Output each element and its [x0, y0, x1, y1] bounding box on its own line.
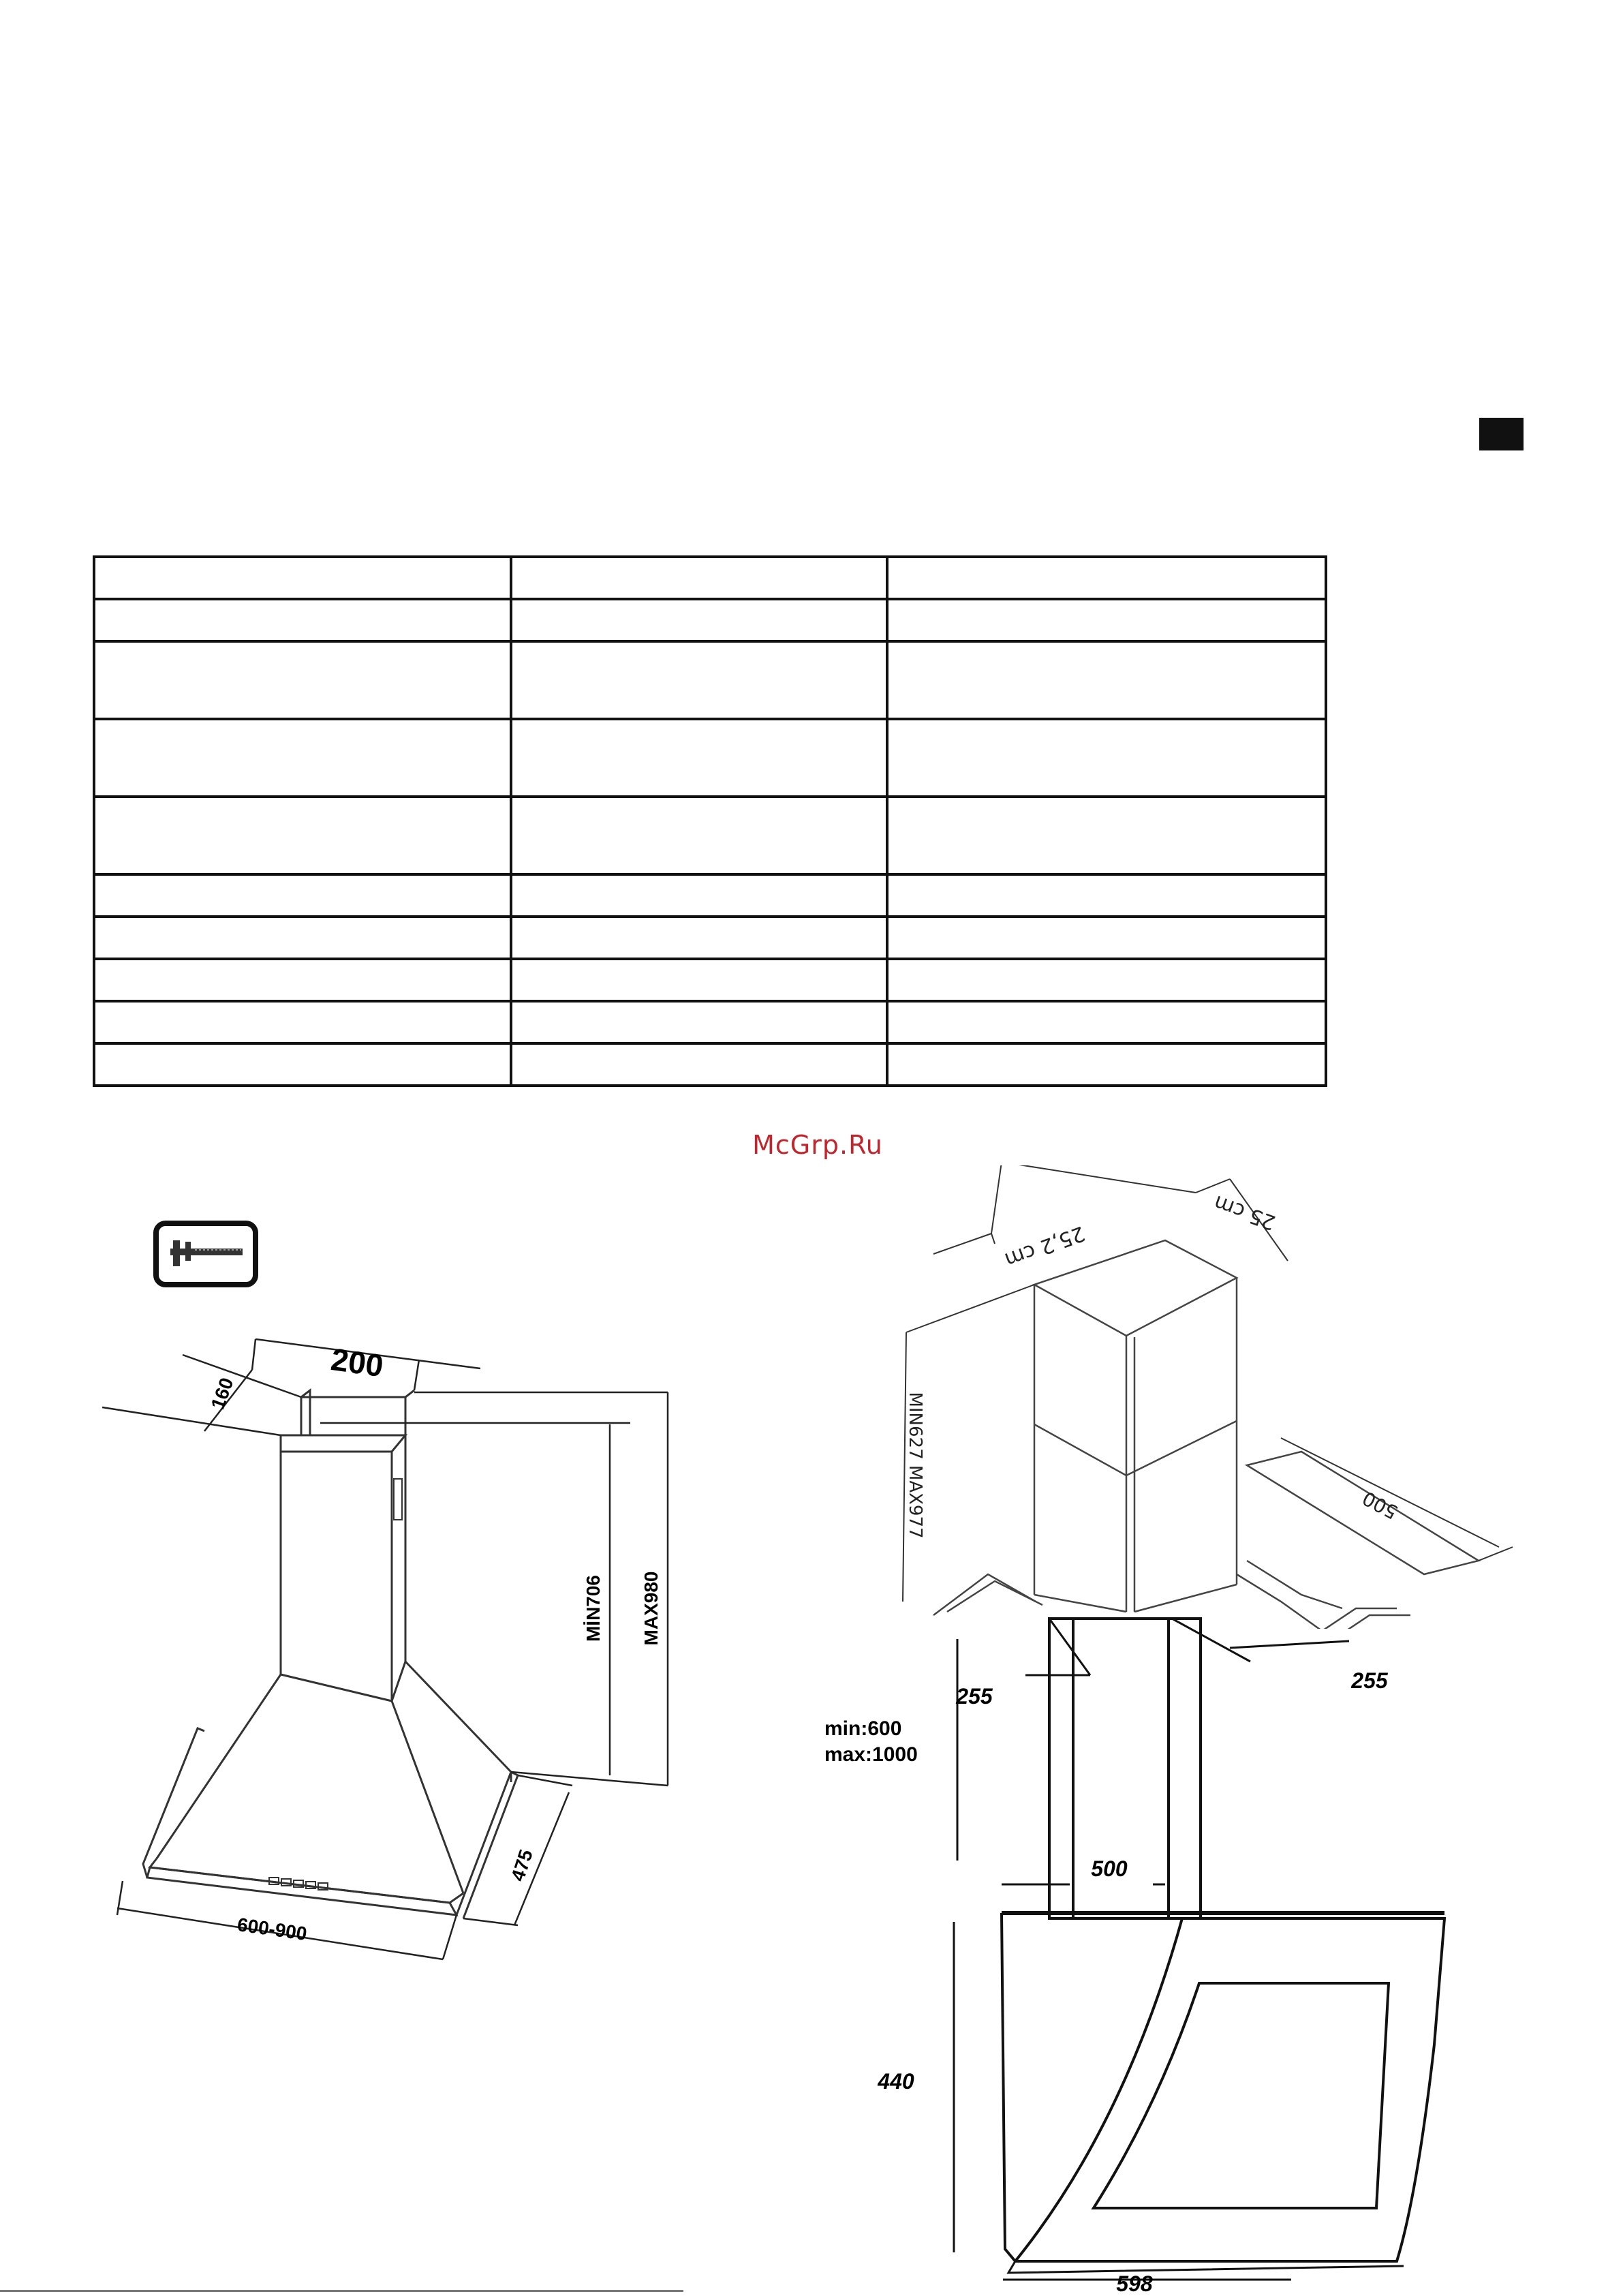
- table-cell: [94, 557, 511, 599]
- watermark: McGrp.Ru: [752, 1130, 883, 1160]
- table-cell: [94, 959, 511, 1001]
- table-cell: [887, 959, 1326, 1001]
- dim-max-height: max:1000: [824, 1743, 918, 1766]
- table-cell: [511, 959, 887, 1001]
- dim-chimney-width: 500: [1091, 1856, 1128, 1881]
- pyramid-hood-drawing: [102, 1322, 702, 1976]
- table-cell: [94, 1043, 511, 1086]
- language-badge: [1479, 418, 1524, 450]
- table-cell: [511, 719, 887, 797]
- dim-chimney-a: 25,2 cm: [1001, 1221, 1088, 1272]
- dim-min-height: MİN706: [583, 1574, 604, 1642]
- table-cell: [94, 1001, 511, 1043]
- dim-base-depth: 500: [1359, 1486, 1402, 1524]
- dim-min-height: min:600: [824, 1717, 902, 1740]
- table-cell: [94, 917, 511, 959]
- table-cell: [511, 557, 887, 599]
- table-row: [94, 641, 1326, 719]
- table-cell: [511, 797, 887, 874]
- table-cell: [887, 797, 1326, 874]
- dim-body-height: 440: [878, 2069, 914, 2094]
- spec-table: [93, 555, 1327, 1087]
- footer-rule: [0, 2290, 683, 2292]
- table-row: [94, 959, 1326, 1001]
- table-row: [94, 719, 1326, 797]
- table-row: [94, 557, 1326, 599]
- dim-body-width: 598: [1116, 2271, 1153, 2296]
- dim-chimney-b: 25 cm: [1210, 1190, 1279, 1235]
- dim-left-side: 255: [956, 1684, 993, 1709]
- table-cell: [94, 874, 511, 917]
- dim-duct-width: 200: [328, 1341, 386, 1384]
- table-cell: [887, 599, 1326, 641]
- table-cell: [887, 1001, 1326, 1043]
- table-cell: [511, 1043, 887, 1086]
- table-cell: [511, 1001, 887, 1043]
- dim-height-range: MIN627 MAX977: [905, 1392, 925, 1539]
- island-hood-drawing: [879, 1165, 1526, 1629]
- dim-max-height: MAX980: [640, 1571, 662, 1646]
- dim-right-side: 255: [1351, 1668, 1388, 1693]
- table-cell: [887, 874, 1326, 917]
- table-cell: [94, 599, 511, 641]
- table-row: [94, 599, 1326, 641]
- table-row: [94, 874, 1326, 917]
- table-cell: [94, 641, 511, 719]
- table-cell: [94, 719, 511, 797]
- dim-duct-depth: 160: [206, 1375, 238, 1413]
- table-row: [94, 1043, 1326, 1086]
- table-cell: [511, 641, 887, 719]
- table-row: [94, 917, 1326, 959]
- table-cell: [511, 917, 887, 959]
- table-cell: [887, 719, 1326, 797]
- table-cell: [887, 557, 1326, 599]
- dim-hood-width: 600-900: [236, 1914, 309, 1945]
- table-cell: [887, 641, 1326, 719]
- table-row: [94, 1001, 1326, 1043]
- table-cell: [887, 917, 1326, 959]
- table-row: [94, 797, 1326, 874]
- dim-hood-depth: 475: [507, 1847, 537, 1884]
- table-cell: [94, 797, 511, 874]
- table-cell: [887, 1043, 1326, 1086]
- glass-hood-drawing: [804, 1608, 1485, 2296]
- table-cell: [511, 599, 887, 641]
- caliper-icon: [153, 1220, 259, 1288]
- table-cell: [511, 874, 887, 917]
